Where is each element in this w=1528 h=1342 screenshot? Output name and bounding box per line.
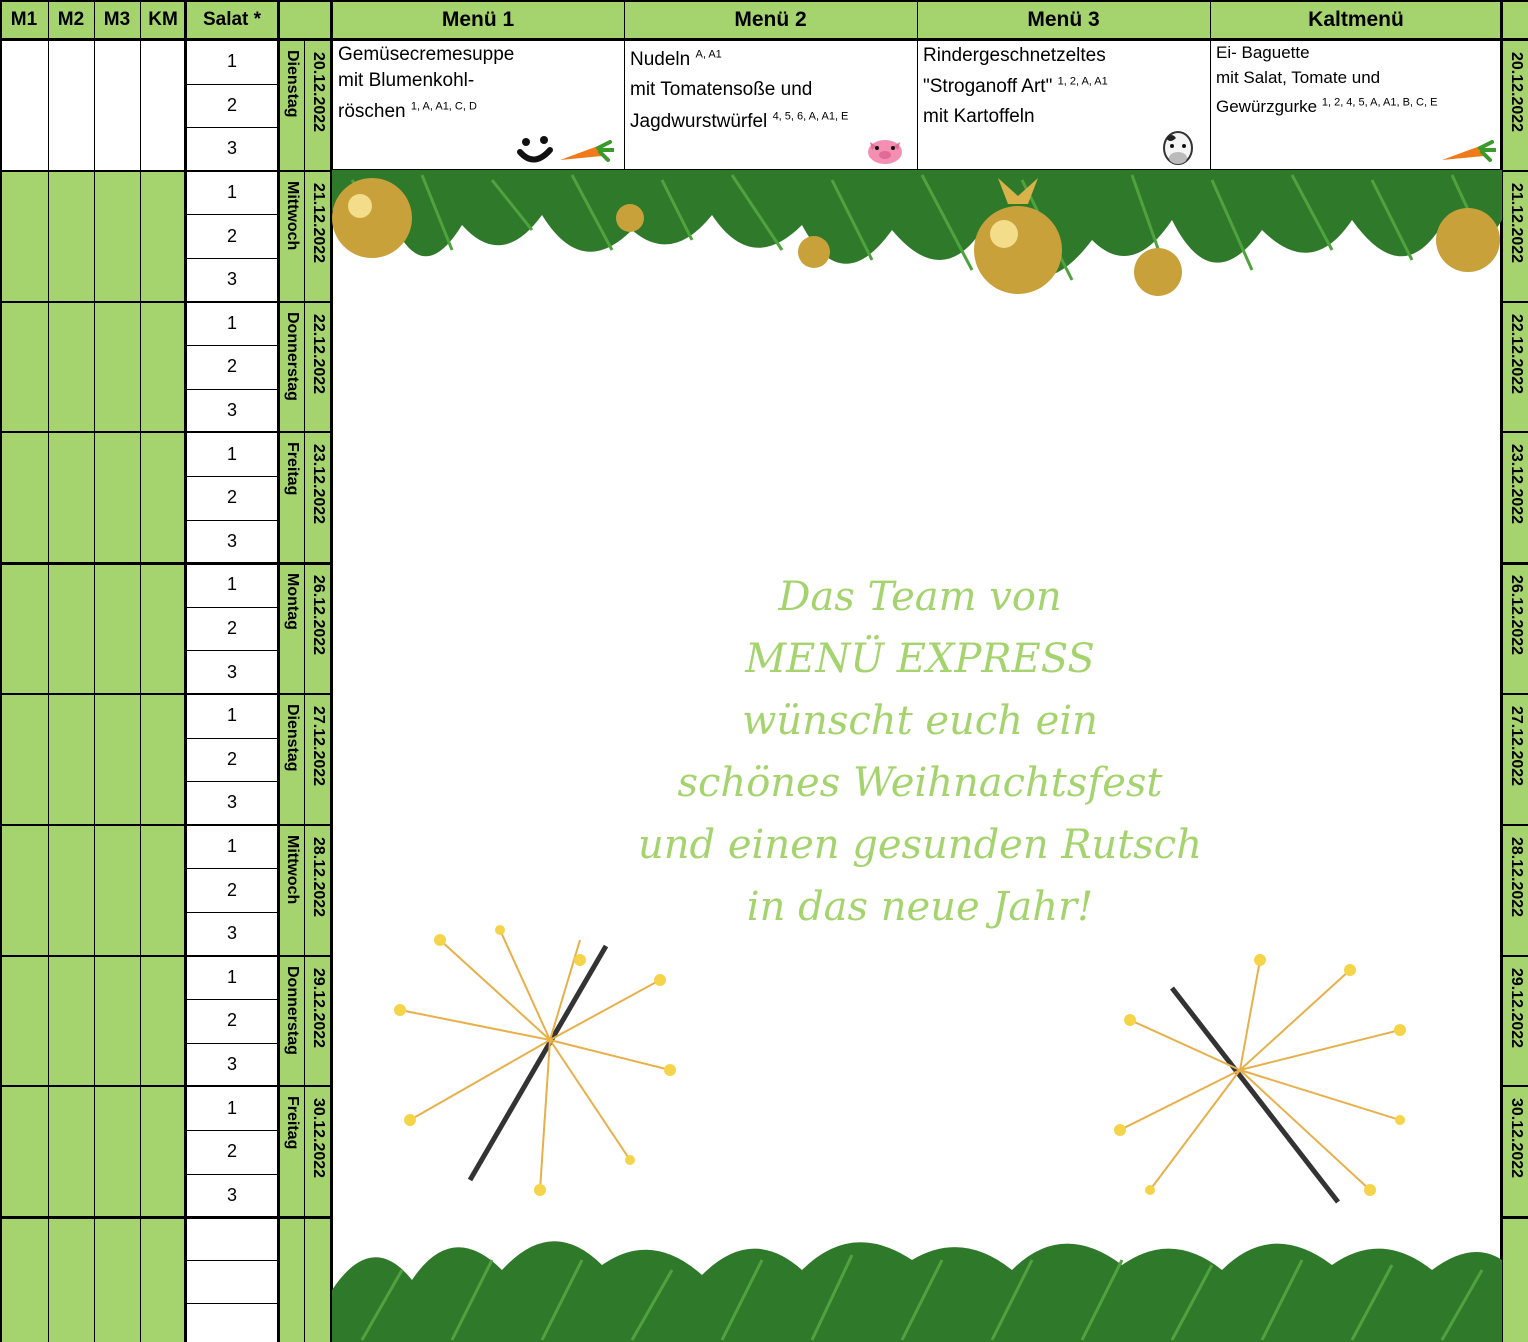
pine-garland-bottom-decoration	[332, 1220, 1502, 1342]
salat-number-cell: 2	[186, 476, 278, 520]
salat-number-cell: 1	[186, 956, 278, 1000]
salat-number-cell: 2	[186, 1130, 278, 1174]
date-label: 30.12.2022	[310, 1098, 327, 1179]
kaltmenu-line-1: Ei- Baguette	[1216, 43, 1310, 62]
right-date-label: 23.12.2022	[1508, 444, 1525, 525]
menu-1-line-2: mit Blumenkohl-	[338, 70, 475, 91]
right-date-label: 21.12.2022	[1508, 182, 1525, 263]
menu-2-dish	[626, 42, 917, 142]
header-km: KM	[148, 9, 178, 30]
sparkler-right-decoration	[1110, 940, 1410, 1220]
salat-number-cell: 2	[186, 868, 278, 912]
menu-1-line-1: Gemüsecremesuppe	[338, 44, 515, 65]
salat-number-cell: 1	[186, 171, 278, 215]
header-menu-1: Menü 1	[441, 8, 515, 31]
menu-3-line-2: "Stroganoff Art"	[923, 76, 1053, 97]
salat-number-cell: 3	[186, 258, 278, 302]
greeting-line-2: MENÜ EXPRESS	[745, 636, 1095, 682]
menu-1-dish	[334, 42, 624, 130]
kaltmenu-allergens: 1, 2, 4, 5, A, A1, B, C, E	[1321, 96, 1438, 109]
kaltmenu-line-2: mit Salat, Tomate und	[1216, 68, 1381, 87]
salat-number-cell: 1	[186, 825, 278, 869]
menu-3-allergens: 1, 2, A, A1	[1057, 75, 1108, 88]
weekday-label: Montag	[284, 573, 301, 631]
salat-number-cell: 2	[186, 738, 278, 782]
salat-number-cell: 2	[186, 84, 278, 128]
right-date-label: 28.12.2022	[1508, 836, 1525, 917]
greeting-line-4: schönes Weihnachtsfest	[677, 760, 1163, 806]
salat-number-cell: 2	[186, 345, 278, 389]
menu-2-line-3-allergens: 4, 5, 6, A, A1, E	[772, 110, 849, 123]
date-label: 28.12.2022	[310, 836, 327, 917]
smiley-icon	[516, 134, 556, 166]
menu-2-line-1-allergens: A, A1	[695, 48, 722, 61]
salat-number-cell: 1	[186, 302, 278, 346]
order-columns-background	[0, 170, 186, 1342]
header-kaltmenu: Kaltmenü	[1308, 8, 1404, 31]
right-date-label: 22.12.2022	[1508, 313, 1525, 394]
header-m2: M2	[57, 9, 85, 30]
header-m1: M1	[10, 9, 38, 30]
salat-number-cell: 3	[186, 1043, 278, 1087]
salat-number-cell: 3	[186, 520, 278, 564]
greeting-line-1: Das Team von	[778, 574, 1062, 620]
salat-number-cell: 3	[186, 781, 278, 825]
right-date-label: 30.12.2022	[1508, 1098, 1525, 1179]
weekday-label: Mittwoch	[284, 180, 301, 251]
pine-garland-top-decoration	[332, 170, 1502, 330]
right-date-label: 20.12.2022	[1508, 52, 1525, 133]
menu-3-dish	[919, 42, 1210, 130]
menu-2-line-1: Nudeln	[630, 49, 691, 70]
menu-1-line-3: röschen	[338, 101, 406, 122]
menu-1-allergens: 1, A, A1, C, D	[410, 100, 477, 113]
weekday-label: Dienstag	[284, 50, 301, 118]
header-menu-3: Menü 3	[1027, 8, 1100, 31]
pig-icon	[864, 136, 906, 166]
cow-icon	[1160, 128, 1196, 168]
salat-number-cell: 2	[186, 999, 278, 1043]
salat-number-cell: 2	[186, 607, 278, 651]
greeting-line-5: und einen gesunden Rutsch	[638, 822, 1202, 868]
salat-number-cell: 1	[186, 40, 278, 84]
header-m3: M3	[103, 9, 131, 30]
carrot-icon	[1440, 140, 1496, 164]
weekday-label: Dienstag	[284, 704, 301, 772]
date-label: 27.12.2022	[310, 706, 327, 787]
weekday-label: Donnerstag	[284, 311, 301, 401]
date-label: 20.12.2022	[310, 52, 327, 133]
right-date-label: 29.12.2022	[1508, 967, 1525, 1048]
salat-number-cell: 3	[186, 650, 278, 694]
kaltmenu-dish	[1212, 42, 1502, 122]
date-label: 23.12.2022	[310, 444, 327, 525]
greeting-line-3: wünscht euch ein	[742, 698, 1098, 744]
weekday-label: Freitag	[284, 442, 301, 496]
date-label: 29.12.2022	[310, 967, 327, 1048]
salat-number-cell: 1	[186, 694, 278, 738]
header-salat: Salat *	[202, 9, 262, 30]
empty-salat-area	[186, 1217, 278, 1342]
salat-number-cell: 1	[186, 1086, 278, 1130]
salat-number-cell: 3	[186, 389, 278, 433]
salat-number-cell: 2	[186, 214, 278, 258]
right-date-label: 26.12.2022	[1508, 575, 1525, 656]
greeting-text	[560, 566, 1280, 938]
date-label: 22.12.2022	[310, 313, 327, 394]
first-day-order-cells	[0, 40, 186, 170]
weekday-label: Mittwoch	[284, 834, 301, 905]
weekday-label: Freitag	[284, 1096, 301, 1150]
header-menu-2: Menü 2	[734, 8, 807, 31]
kaltmenu-line-3: Gewürzgurke	[1216, 97, 1318, 116]
carrot-icon	[558, 140, 614, 164]
right-date-label: 27.12.2022	[1508, 706, 1525, 787]
menu-3-line-1: Rindergeschnetzeltes	[923, 45, 1106, 66]
menu-3-line-3: mit Kartoffeln	[923, 106, 1035, 127]
menu-2-line-2: mit Tomatensoße und	[630, 79, 813, 100]
date-label: 21.12.2022	[310, 182, 327, 263]
salat-number-cell: 1	[186, 432, 278, 476]
sparkler-left-decoration	[380, 920, 680, 1200]
menu-2-line-3: Jagdwurstwürfel	[630, 111, 768, 132]
weekday-label: Donnerstag	[284, 965, 301, 1055]
salat-number-cell: 1	[186, 563, 278, 607]
salat-number-cell: 3	[186, 912, 278, 956]
salat-number-cell: 3	[186, 1174, 278, 1218]
greeting-line-6: in das neue Jahr!	[746, 884, 1094, 930]
salat-number-cell: 3	[186, 127, 278, 171]
date-label: 26.12.2022	[310, 575, 327, 656]
